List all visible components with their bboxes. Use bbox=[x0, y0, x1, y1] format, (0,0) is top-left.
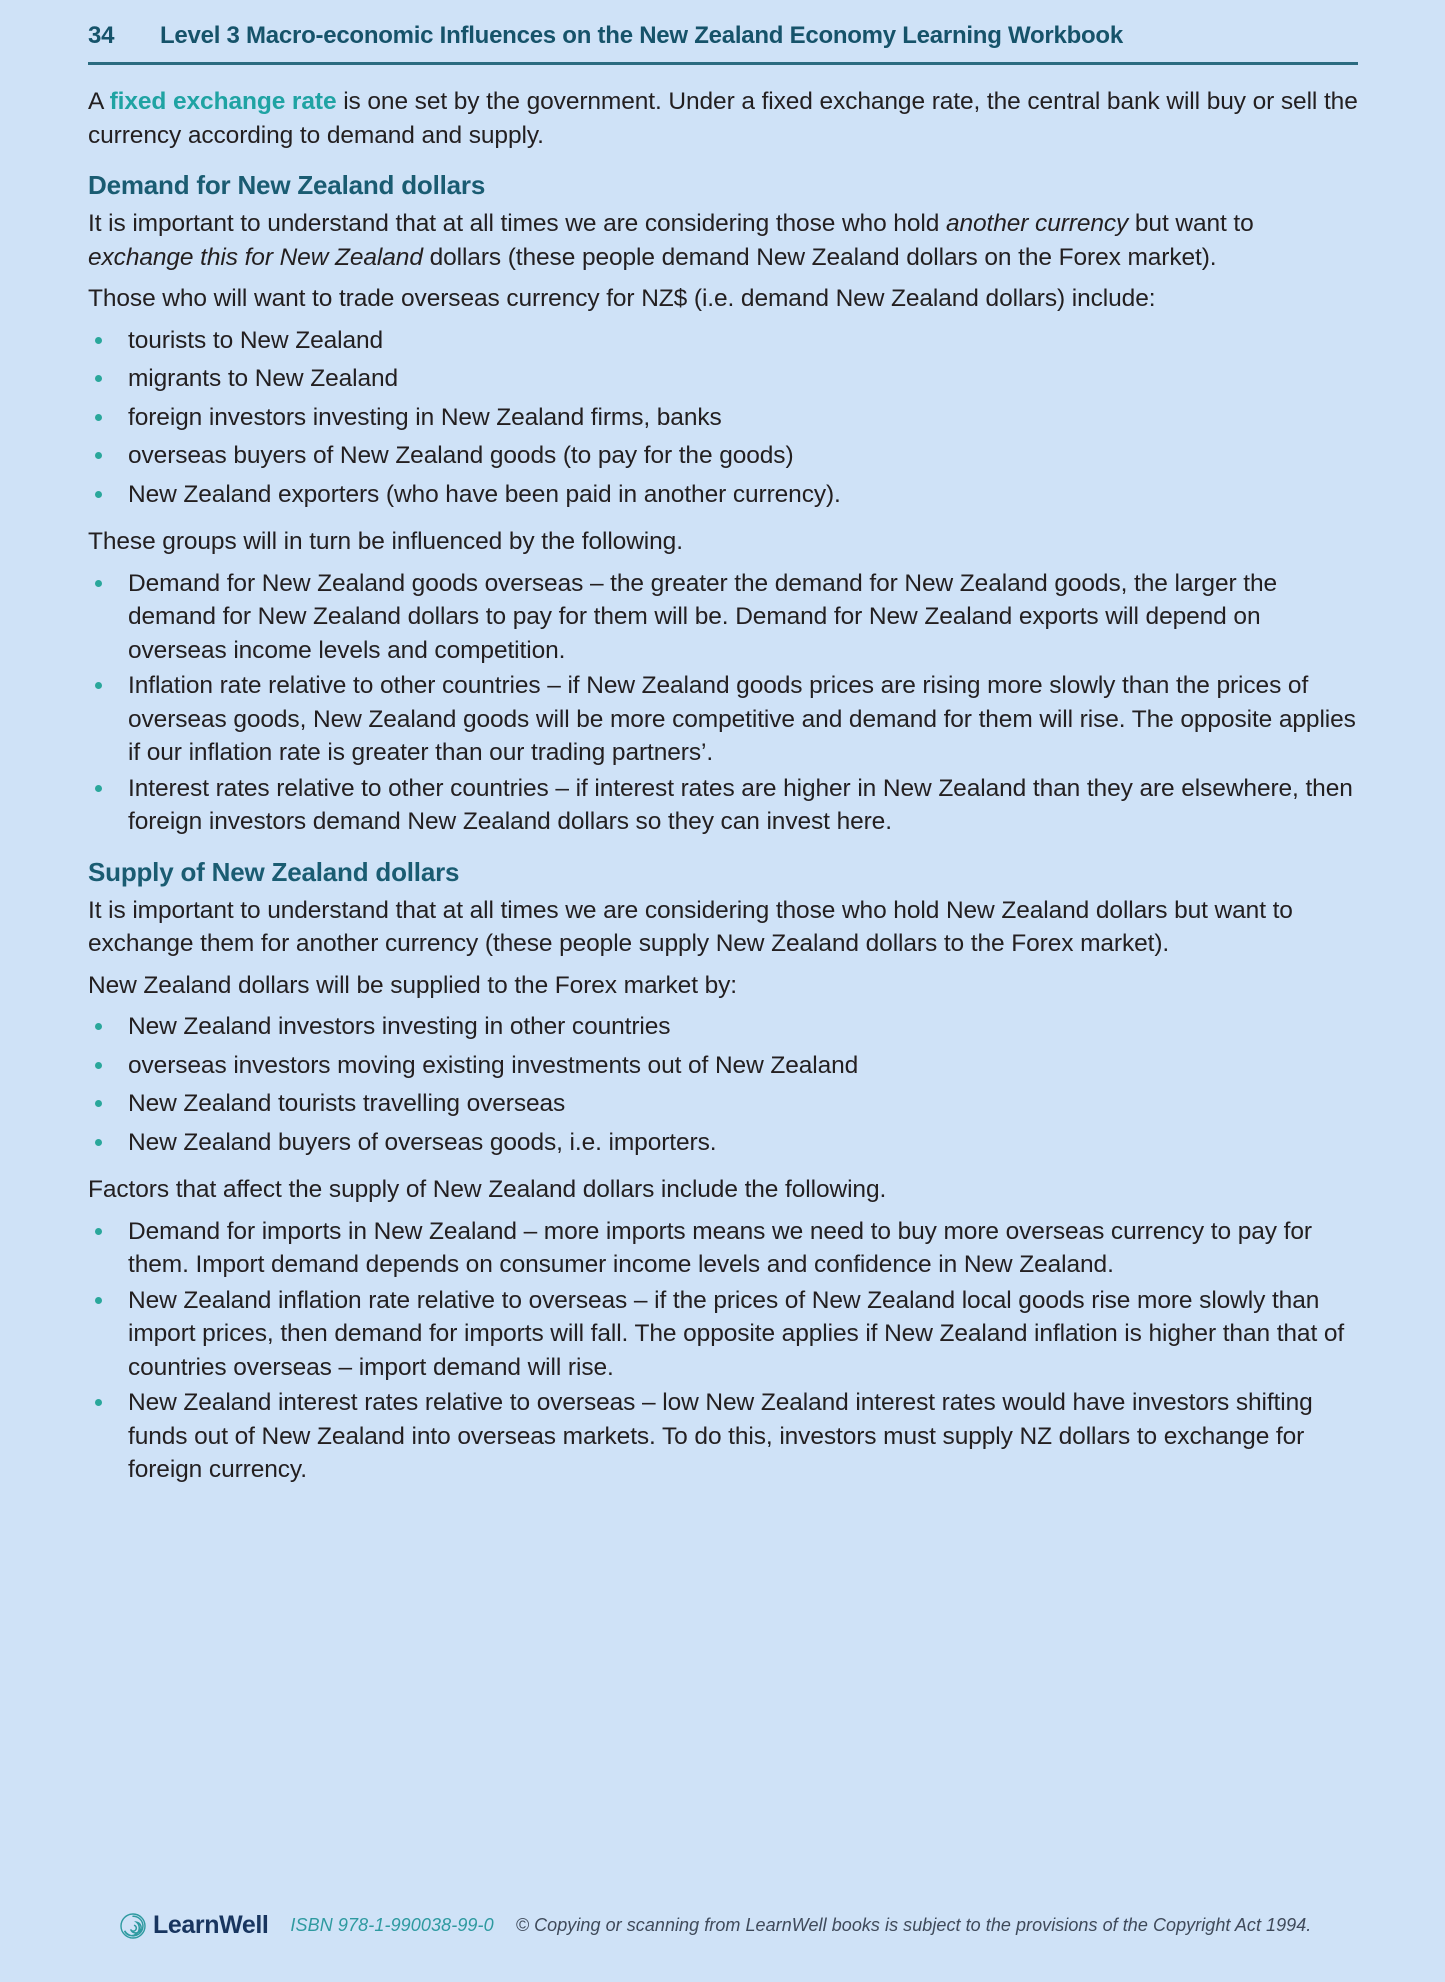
bullet-dot-icon bbox=[95, 414, 102, 421]
list-item-label: foreign investors investing in New Zealand firms, banks bbox=[128, 403, 722, 431]
bullet-dot-icon bbox=[95, 1399, 102, 1406]
bullet-dot-icon bbox=[95, 1228, 102, 1235]
intro-text-after: is one set by the government. Under a fixed exchange rate, the central bank will buy or sell the currency according to demand and supply. bbox=[88, 88, 1358, 149]
bullet-dot-icon bbox=[95, 682, 102, 689]
list-item-label: New Zealand exporters (who have been paid in another currency). bbox=[128, 480, 841, 508]
demand-p1-italic1: another currency bbox=[945, 210, 1129, 237]
supply-list-who bbox=[88, 1010, 1360, 1159]
list-item-label: New Zealand investors investing in other countries bbox=[128, 1013, 671, 1040]
page-number: 34 bbox=[88, 22, 115, 49]
list-item-label: New Zealand inflation rate relative to overseas – if the prices of New Zealand local goods rise more slowly than import prices, then demand for imports will fall. The opposite applies if New Zealand inflation is higher than that of countries overseas – import demand will rise. bbox=[128, 1286, 1345, 1381]
list-item-label: Inflation rate relative to other countries – if New Zealand goods prices are rising more slowly than the prices of overseas goods, New Zealand goods will be more competitive and demand for them will rise. The opposite applies if our inflation rate is greater than our trading partners’. bbox=[128, 672, 1356, 766]
list-item-label: Demand for New Zealand goods overseas – the greater the demand for New Zealand goods, the larger the demand for New Zealand dollars to pay for them will be. Demand for New Zealand exports will depend on overseas income levels and competition. bbox=[128, 569, 1277, 664]
list-item-label: tourists to New Zealand bbox=[128, 326, 384, 354]
page-footer bbox=[120, 1911, 1360, 1940]
intro-text-before: A bbox=[88, 88, 110, 115]
intro-paragraph bbox=[88, 85, 1360, 152]
demand-list-who bbox=[88, 324, 1360, 512]
list-item bbox=[88, 324, 1360, 358]
list-item bbox=[88, 1087, 1360, 1121]
list-item bbox=[88, 1049, 1360, 1083]
list-item-label: Interest rates relative to other countries – if interest rates are higher in New Zealand than they are elsewhere, then foreign investors demand New Zealand dollars so they can invest here. bbox=[128, 774, 1353, 835]
bullet-dot-icon bbox=[95, 1100, 102, 1107]
list-item bbox=[88, 1126, 1360, 1160]
page-content bbox=[88, 85, 1360, 1501]
supply-paragraph-1: It is important to understand that at all times we are considering those who hold New Zealand dollars but want to exchange them for another currency (these people supply New Zealand dollars to the Forex market). bbox=[88, 896, 1293, 957]
list-item bbox=[88, 1010, 1360, 1044]
bullet-dot-icon bbox=[95, 1297, 102, 1304]
list-item-label: New Zealand tourists travelling overseas bbox=[128, 1090, 566, 1117]
supply-paragraph-2: New Zealand dollars will be supplied to the Forex market by: bbox=[88, 971, 738, 999]
demand-p1-part2: but want to bbox=[1128, 210, 1254, 237]
list-item bbox=[88, 362, 1360, 396]
list-item-label: New Zealand buyers of overseas goods, i.e. importers. bbox=[128, 1128, 717, 1156]
demand-paragraph-2: Those who will want to trade overseas currency for NZ$ (i.e. demand New Zealand dollars) include: bbox=[88, 285, 1156, 312]
demand-list-influences bbox=[88, 567, 1360, 839]
list-item-label: Demand for imports in New Zealand – more imports means we need to buy more overseas currency to pay for them. Import demand depends on consumer income levels and confidence in New Zealand. bbox=[128, 1217, 1312, 1278]
bullet-dot-icon bbox=[95, 1062, 102, 1069]
list-item bbox=[88, 1386, 1360, 1487]
list-item bbox=[88, 1284, 1360, 1385]
list-item bbox=[88, 478, 1360, 512]
bullet-dot-icon bbox=[95, 1023, 102, 1030]
list-item bbox=[88, 401, 1360, 435]
list-item bbox=[88, 1215, 1360, 1282]
demand-p1-part1: It is important to understand that at all times we are considering those who hold bbox=[88, 210, 946, 237]
heading-supply-of-nz-dollars: Supply of New Zealand dollars bbox=[88, 856, 460, 887]
list-item-label: overseas investors moving existing investments out of New Zealand bbox=[128, 1051, 859, 1079]
list-item-label: overseas buyers of New Zealand goods (to pay for the goods) bbox=[128, 442, 794, 469]
list-item bbox=[88, 772, 1360, 839]
bullet-dot-icon bbox=[95, 1139, 102, 1146]
list-item bbox=[88, 567, 1360, 668]
list-item bbox=[88, 439, 1360, 473]
list-item-label: New Zealand interest rates relative to overseas – low New Zealand interest rates would have investors shifting funds out of New Zealand into overseas markets. To do this, investors must supply NZ dollars to exchange for foreign currency. bbox=[128, 1389, 1313, 1483]
bullet-dot-icon bbox=[95, 785, 102, 792]
demand-p1-italic2: exchange this for New Zealand bbox=[88, 243, 423, 271]
brand-name: LearnWell bbox=[153, 1911, 269, 1939]
bullet-dot-icon bbox=[95, 375, 102, 382]
page-title: Level 3 Macro-economic Influences on the New Zealand Economy Learning Workbook bbox=[160, 22, 1123, 49]
header-divider bbox=[88, 62, 1358, 65]
keyword-fixed-exchange-rate: fixed exchange rate bbox=[109, 88, 337, 115]
demand-p1-part3: dollars (these people demand New Zealand dollars on the Forex market). bbox=[422, 243, 1217, 271]
demand-paragraph-1 bbox=[88, 207, 1360, 274]
bullet-dot-icon bbox=[95, 580, 102, 587]
supply-paragraph-3: Factors that affect the supply of New Zealand dollars include the following. bbox=[88, 1176, 887, 1203]
isbn-text: ISBN 978-1-990038-99-0 bbox=[290, 1915, 494, 1935]
heading-demand-for-nz-dollars: Demand for New Zealand dollars bbox=[88, 170, 486, 200]
list-item bbox=[88, 669, 1360, 770]
supply-list-factors bbox=[88, 1215, 1360, 1487]
spiral-icon bbox=[120, 1913, 146, 1939]
demand-paragraph-3: These groups will in turn be influenced by the following. bbox=[88, 528, 683, 555]
bullet-dot-icon bbox=[95, 491, 102, 498]
bullet-dot-icon bbox=[95, 337, 102, 344]
bullet-dot-icon bbox=[95, 452, 102, 459]
list-item-label: migrants to New Zealand bbox=[128, 365, 399, 392]
page-header bbox=[88, 22, 1358, 50]
copyright-notice: © Copying or scanning from LearnWell books is subject to the provisions of the Copyright Act 1994. bbox=[515, 1915, 1312, 1935]
